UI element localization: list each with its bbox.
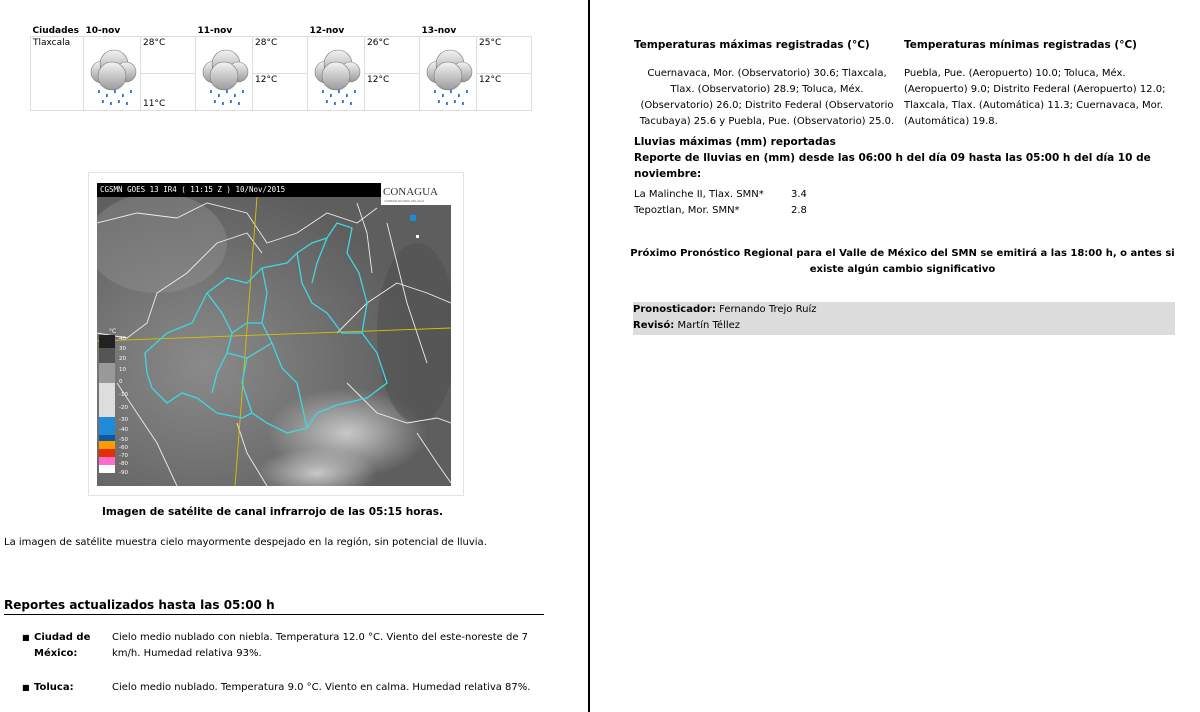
max-temp: 26°C — [365, 37, 420, 74]
conagua-logo: CONAGUA — [383, 186, 438, 198]
rain-row — [634, 205, 807, 216]
rain-value: 2.8 — [791, 205, 807, 216]
reviewer-name: Martín Téllez — [677, 320, 741, 331]
header-day: 13-nov — [421, 26, 457, 36]
rain-cloud-icon — [84, 37, 141, 111]
right-column — [590, 0, 1200, 712]
rain-cloud-icon — [420, 37, 477, 111]
credits-box — [633, 302, 1175, 335]
scale-unit: °C — [109, 328, 117, 335]
next-forecast-notice: Próximo Pronóstico Regional para el Valle de México del SMN se emitirá a las 18:00 h, o antes si existe algún cambio significativo — [630, 248, 1175, 275]
conagua-logo-subtitle: COMISIÓN NACIONAL DEL AGUA — [384, 200, 425, 203]
scale-tick: 20 — [119, 356, 126, 362]
min-temp: 12°C — [253, 74, 308, 111]
rain-row — [634, 189, 807, 200]
max-temp: 28°C — [253, 37, 308, 74]
city-name: Tlaxcala — [31, 37, 84, 111]
reviewer-label: Revisó: — [633, 320, 675, 331]
header-day: 11-nov — [197, 26, 233, 36]
min-temps-title: Temperaturas mínimas registradas (°C) — [904, 39, 1137, 51]
reports-title: Reportes actualizados hasta las 05:00 h — [4, 598, 544, 615]
rain-station: Tepoztlan, Mor. SMN* — [634, 205, 740, 216]
scale-tick: 0 — [119, 379, 123, 385]
satellite-header-text: CGSMN GOES 13 IR4 ( 11:15 Z ) 10/Nov/2015 — [100, 185, 286, 194]
scale-tick: -10 — [119, 392, 128, 398]
scale-tick: -40 — [119, 427, 128, 433]
scale-tick: 40 — [119, 336, 126, 342]
rain-subtitle: Reporte de lluvias en (mm) desde las 06:00 h del día 09 hasta las 05:00 h del día 10 de noviembre: — [634, 152, 1151, 180]
min-temp: 12°C — [365, 74, 420, 111]
forecast-table — [30, 26, 532, 111]
min-temp: 11°C — [141, 74, 196, 111]
scale-tick: -60 — [119, 445, 128, 451]
scale-tick: -50 — [119, 437, 128, 443]
report-location: Toluca: — [34, 682, 74, 693]
rain-cloud-icon — [196, 37, 253, 111]
scale-tick: -20 — [119, 405, 128, 411]
report-location: Ciudad de México: — [34, 632, 91, 659]
scale-tick: -90 — [119, 470, 128, 476]
satellite-image — [97, 183, 451, 486]
bullet-icon: ■ — [22, 633, 30, 642]
rain-value: 3.4 — [791, 189, 807, 200]
rain-title: Lluvias máximas (mm) reportadas — [634, 136, 836, 148]
max-temps-title: Temperaturas máximas registradas (°C) — [634, 39, 870, 51]
scale-tick: 30 — [119, 346, 126, 352]
scale-tick: 10 — [119, 367, 126, 373]
report-description: Cielo medio nublado con niebla. Temperatura 12.0 °C. Viento del este-noreste de 7 km/h. Humedad relativa 93%. — [112, 632, 529, 659]
satellite-description: La imagen de satélite muestra cielo mayormente despejado en la región, sin potencial de lluvia. — [4, 537, 487, 548]
max-temps-text: Cuernavaca, Mor. (Observatorio) 30.6; Tlaxcala, Tlax. (Observatorio) 28.9; Toluca, Méx. (Observatorio) 26.0; Distrito Federal (Observatorio Tacubaya) 25.6 y Puebla, Pue. (Observatorio) 25.0. — [639, 68, 895, 127]
satellite-caption: Imagen de satélite de canal infrarrojo de las 05:15 horas. — [102, 506, 443, 518]
header-cities: Ciudades — [32, 26, 80, 36]
bullet-icon: ■ — [22, 683, 30, 692]
report-description: Cielo medio nublado. Temperatura 9.0 °C. Viento en calma. Humedad relativa 87%. — [112, 682, 531, 693]
header-day: 10-nov — [85, 26, 121, 36]
header-day: 12-nov — [309, 26, 345, 36]
forecaster-label: Pronosticador: — [633, 304, 716, 315]
forecaster-name: Fernando Trejo Ruíz — [719, 304, 817, 315]
scale-tick: -80 — [119, 461, 128, 467]
min-temp: 12°C — [477, 74, 532, 111]
rain-cloud-icon — [308, 37, 365, 111]
max-temp: 25°C — [477, 37, 532, 74]
rain-station: La Malinche II, Tlax. SMN* — [634, 189, 764, 200]
max-temp: 28°C — [141, 37, 196, 74]
scale-tick: -30 — [119, 417, 128, 423]
scale-tick: -70 — [119, 453, 128, 459]
min-temps-text: Puebla, Pue. (Aeropuerto) 10.0; Toluca, Méx. (Aeropuerto) 9.0; Distrito Federal (Aeropuerto) 12.0; Tlaxcala, Tlax. (Automática) 11.3; Cuernavaca, Mor. (Automática) 19.8. — [904, 68, 1166, 127]
left-column — [0, 0, 588, 712]
